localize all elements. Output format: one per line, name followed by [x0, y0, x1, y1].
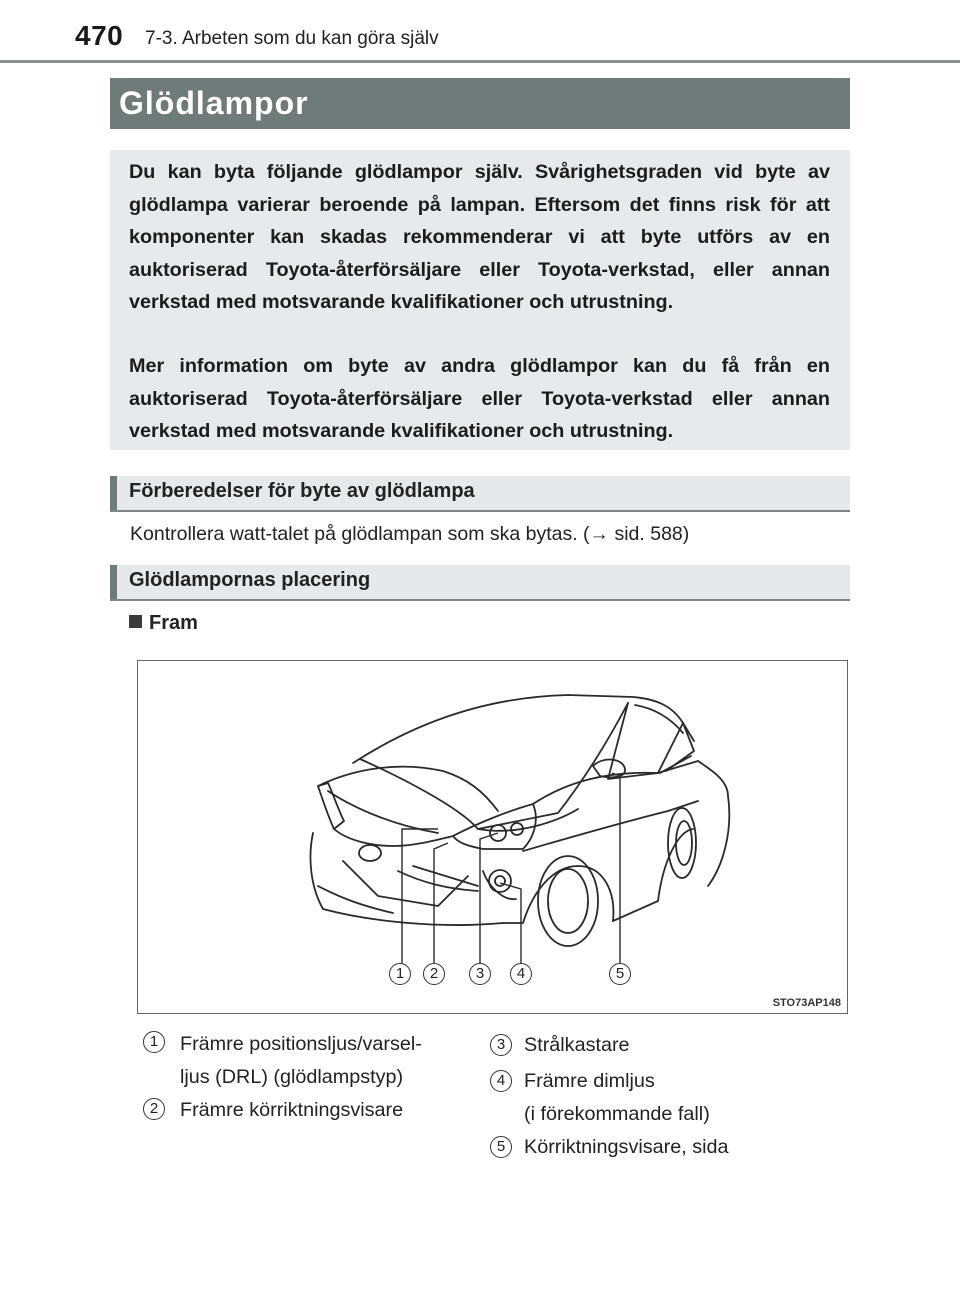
callout-4: 4: [510, 963, 532, 985]
header-divider: [0, 60, 960, 63]
intro-box: [110, 150, 850, 450]
callout-3: 3: [469, 963, 491, 985]
legend-text-4: [524, 1065, 710, 1131]
callout-2: 2: [423, 963, 445, 985]
callout-1: 1: [389, 963, 411, 985]
legend-line: Främre dimljus: [524, 1070, 655, 1092]
legend-text-2: Främre körriktningsvisare: [180, 1099, 404, 1121]
section-heading-marker: [110, 565, 117, 599]
title-bar: [110, 78, 850, 129]
intro-paragraph-1: Du kan byta följande glödlampor själv. Svårighetsgraden vid byte av glödlampa varierar beroende på lampan. Eftersom det finns risk för att komponenter kan skadas rekommenderar vi att byte utförs av en auktoriserad Toyota-återförsäljare eller Toyota-verkstad, eller annan verkstad med motsvarande kvalifikationer och utrustning.: [129, 161, 830, 313]
legend-number-2: 2: [143, 1098, 165, 1120]
section-heading-placement: [110, 565, 850, 601]
legend-number-4: 4: [490, 1070, 512, 1092]
page-title: Glödlampor: [119, 85, 309, 121]
subheading-front: [129, 612, 198, 635]
legend-line: ljus (DRL) (glödlampstyp): [180, 1066, 404, 1088]
square-bullet-icon: [129, 615, 142, 628]
subheading-label: Fram: [149, 612, 198, 634]
legend-number-1: 1: [143, 1031, 165, 1053]
section-heading-marker: [110, 476, 117, 510]
legend-text-1: [180, 1028, 422, 1094]
page-number: 470: [75, 20, 124, 51]
legend-number-5: 5: [490, 1136, 512, 1158]
preparation-text: Kontrollera watt-talet på glödlampan som ska bytas. (→ sid. 588): [130, 523, 690, 545]
chapter-title: 7-3. Arbeten som du kan göra själv: [145, 28, 439, 49]
callout-5: 5: [609, 963, 631, 985]
section-heading-label: Glödlampornas placering: [129, 569, 371, 591]
figure-code: STO73AP148: [772, 997, 841, 1009]
car-front-illustration: [137, 660, 848, 1014]
section-heading-preparations: [110, 476, 850, 512]
legend-text-5: Körriktningsvisare, sida: [524, 1136, 729, 1158]
legend-line: (i förekommande fall): [524, 1103, 710, 1125]
intro-paragraph-2: Mer information om byte av andra glödlampor kan du få från en auktoriserad Toyota-återförsäljare eller Toyota-verkstad eller annan verkstad med motsvarande kvalifikationer och utrustning.: [129, 355, 830, 442]
section-heading-label: Förberedelser för byte av glödlampa: [129, 480, 475, 502]
legend-line: Främre positionsljus/varsel-: [180, 1033, 422, 1055]
car-line-drawing: [138, 661, 846, 1012]
legend-number-3: 3: [490, 1034, 512, 1056]
legend-text-3: Strålkastare: [524, 1034, 630, 1056]
